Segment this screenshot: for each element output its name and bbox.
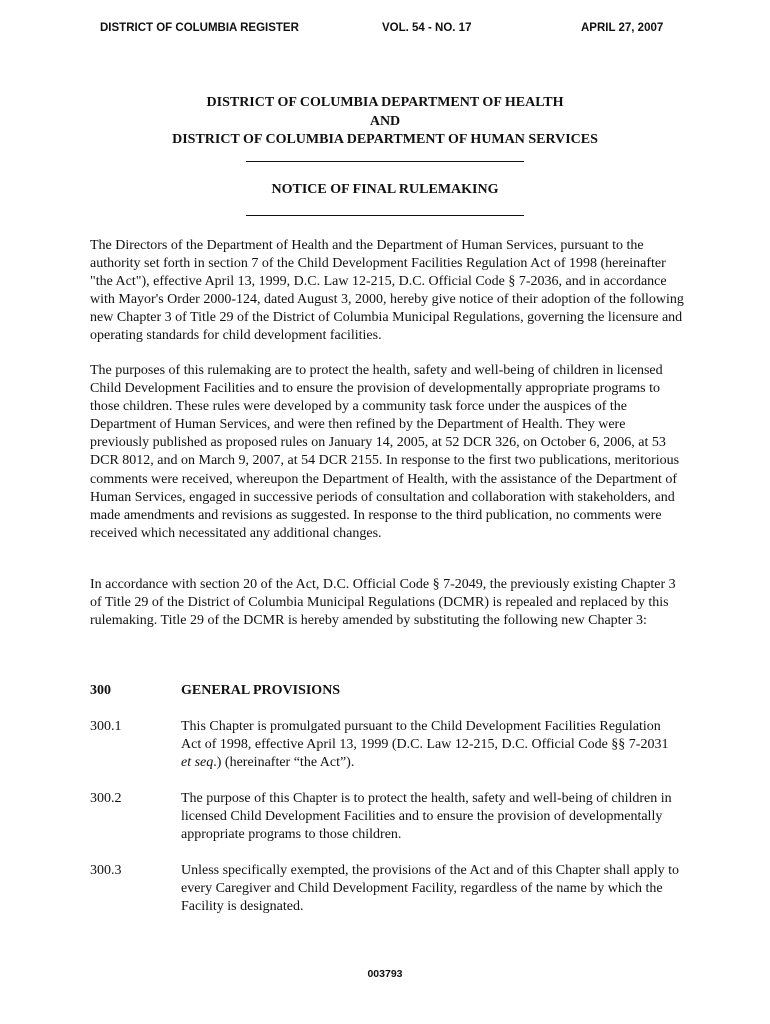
title-divider-bottom <box>246 215 524 216</box>
subsection-text-300-2: The purpose of this Chapter is to protect the health, safety and well-being of children in licensed Child Development Facilities and to ensure the provision of developmentally appropriate programs to those children. <box>181 791 672 843</box>
subsection-number-300-3: 300.3 <box>90 863 122 878</box>
agency-title-line-3: DISTRICT OF COLUMBIA DEPARTMENT OF HUMAN SERVICES <box>172 132 598 147</box>
agency-title <box>0 94 770 150</box>
subsection-number-300-2: 300.2 <box>90 791 122 806</box>
register-name: DISTRICT OF COLUMBIA REGISTER <box>100 22 299 34</box>
running-header <box>0 22 770 40</box>
notice-title: NOTICE OF FINAL RULEMAKING <box>271 182 499 197</box>
section-number: 300 <box>90 683 111 698</box>
subsection-text-part: .) (hereinafter “the Act”). <box>213 755 355 771</box>
issue-date: APRIL 27, 2007 <box>581 22 664 34</box>
subsection-text-part: This Chapter is promulgated pursuant to the Child Development Facilities Regulation Act of 1998, effective April 13, 1999 (D.C. Law 12-215, D.C. Official Code §§ 7-2031 <box>181 719 669 753</box>
purpose-paragraph: The purposes of this rulemaking are to protect the health, safety and well-being of children in licensed Child Development Facilities and to ensure the provision of developmentally appropriate programs to those children. These rules were developed by a community task force under the auspices of the Department of Human Services, and were then refined by the Department of Health. They were previously published as proposed rules on January 14, 2005, at 52 DCR 326, on October 6, 2006, at 53 DCR 8012, and on March 9, 2007, at 54 DCR 2155. In response to the first two publications, meritorious comments were received, whereupon the Department of Health, with the assistance of the Department of Human Services, engaged in successive periods of consultation and collaboration with stakeholders, and made amendments and revisions as suggested. In response to the third publication, no comments were received which necessitated any additional changes. <box>90 363 680 541</box>
section-heading: GENERAL PROVISIONS <box>181 683 341 698</box>
subsection-italic-text: et seq <box>181 755 214 771</box>
subsection-number-300-1: 300.1 <box>90 719 122 734</box>
page-number: 003793 <box>367 968 403 980</box>
subsection-text-300-1 <box>181 718 681 772</box>
subsection-text-300-3: Unless specifically exempted, the provisions of the Act and of this Chapter shall apply to every Caregiver and Child Development Facility, regardless of the name by which the Facility is designated. <box>181 863 680 915</box>
volume-number: VOL. 54 - NO. 17 <box>382 22 472 34</box>
agency-title-line-1: DISTRICT OF COLUMBIA DEPARTMENT OF HEALTH <box>206 95 564 110</box>
title-divider-top <box>246 161 524 162</box>
agency-title-line-2: AND <box>369 113 401 129</box>
intro-paragraph: The Directors of the Department of Health and the Department of Human Services, pursuant to the authority set forth in section 7 of the Child Development Facilities Regulation Act of 1998 (hereinafter "the Act"), effective April 13, 1999, D.C. Law 12-215, D.C. Official Code § 7-2036, and in accordance with Mayor's Order 2000-124, dated August 3, 2000, hereby give notice of their adoption of the following new Chapter 3 of Title 29 of the District of Columbia Municipal Regulations, governing the licensure and operating standards for child development facilities. <box>90 238 684 344</box>
repeal-paragraph: In accordance with section 20 of the Act, D.C. Official Code § 7-2049, the previously existing Chapter 3 of Title 29 of the District of Columbia Municipal Regulations (DCMR) is repealed and replaced by this rulemaking. Title 29 of the DCMR is hereby amended by substituting the following new Chapter 3: <box>90 577 676 629</box>
